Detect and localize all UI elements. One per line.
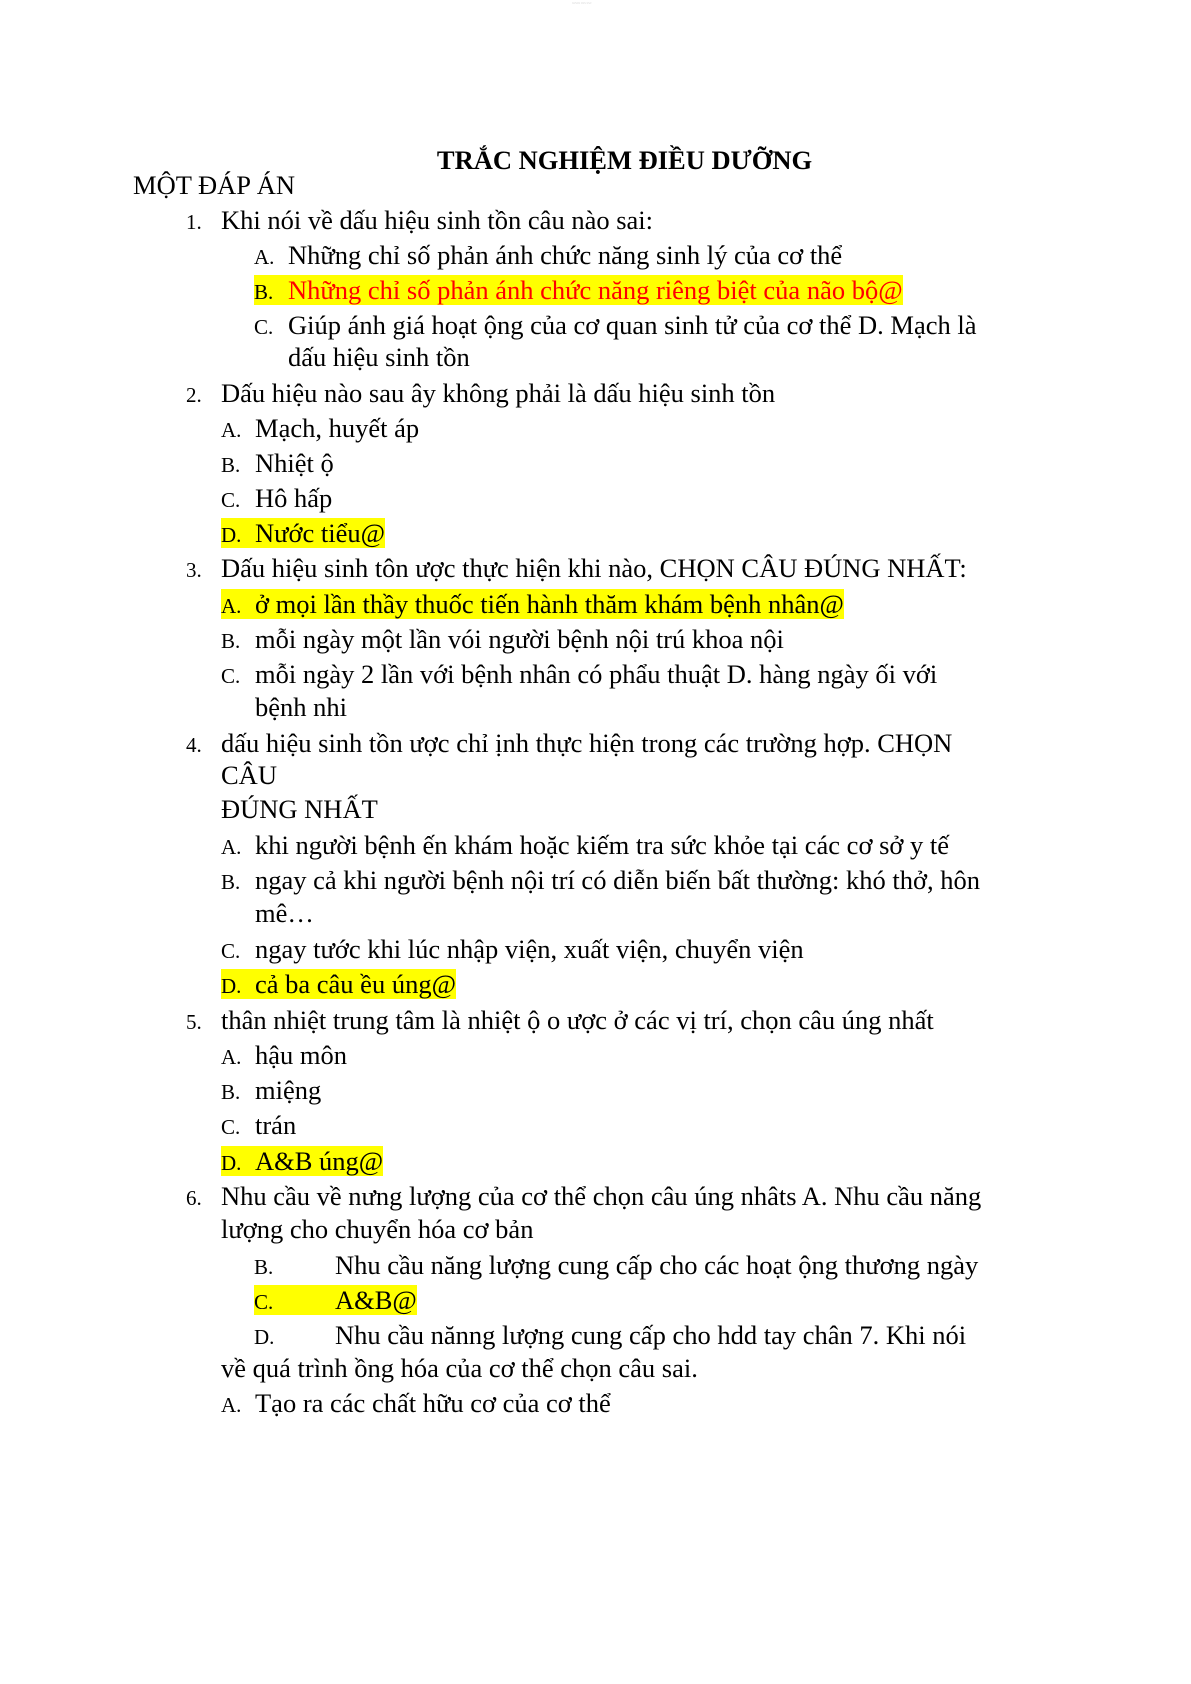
option-letter: C. xyxy=(221,939,241,963)
option-7a xyxy=(221,1386,611,1422)
option-4c xyxy=(221,932,804,968)
option-1a xyxy=(254,238,842,274)
option-5c xyxy=(221,1108,296,1144)
option-letter: C. xyxy=(254,1290,274,1314)
option-letter: D. xyxy=(221,523,242,547)
option-1b-correct xyxy=(254,273,903,309)
option-letter: B. xyxy=(221,453,241,477)
option-text: Những chỉ số phản ánh chức năng riêng biệt của não bộ@ xyxy=(288,275,903,305)
question-number: 4. xyxy=(186,733,202,757)
question-4 xyxy=(186,726,952,762)
option-1c-continuation: dấu hiệu sinh tồn xyxy=(288,342,470,372)
option-2c xyxy=(221,481,332,517)
option-4b xyxy=(221,863,980,899)
option-letter: A. xyxy=(221,1045,242,1069)
question-text: dấu hiệu sinh tồn ược chỉ ịnh thực hiện trong các trường hợp. CHỌN xyxy=(221,728,953,758)
option-text: Hô hấp xyxy=(255,483,333,513)
option-text: Mạch, huyết áp xyxy=(255,413,420,443)
option-text: A&B@ xyxy=(335,1285,417,1315)
question-4-continuation-2: ĐÚNG NHẤT xyxy=(221,794,378,824)
option-text: Tạo ra các chất hữu cơ của cơ thể xyxy=(255,1388,611,1418)
option-letter: C. xyxy=(221,664,241,688)
option-letter: A. xyxy=(254,245,275,269)
option-letter: B. xyxy=(221,870,241,894)
option-letter: D. xyxy=(221,1151,242,1175)
option-text: trán xyxy=(255,1110,297,1140)
option-5b xyxy=(221,1073,321,1109)
question-text: Nhu cầu về nưng lượng của cơ thể chọn câu úng nhâts A. Nhu cầu năng xyxy=(221,1181,982,1211)
option-letter: B. xyxy=(254,280,274,304)
option-letter: A. xyxy=(221,1393,242,1417)
document-title-text: TRẮC NGHIỆM ĐIỀU DƯỠNG xyxy=(436,145,813,175)
option-4a xyxy=(221,828,949,864)
question-3 xyxy=(186,551,967,587)
question-number: 6. xyxy=(186,1186,202,1210)
option-letter: A. xyxy=(221,835,242,859)
option-letter: A. xyxy=(221,594,242,618)
option-letter: C. xyxy=(254,315,274,339)
question-number: 1. xyxy=(186,210,202,234)
option-letter: B. xyxy=(254,1255,274,1279)
option-text: khi người bệnh ến khám hoặc kiếm tra sức khỏe tại các cơ sở y tế xyxy=(255,830,950,860)
option-text: mỗi ngày một lần vói người bệnh nội trú khoa nội xyxy=(255,624,784,654)
question-text: Khi nói về dấu hiệu sinh tồn câu nào sai: xyxy=(221,205,654,235)
option-4b-continuation: mê… xyxy=(255,898,314,928)
option-letter: C. xyxy=(221,1115,241,1139)
option-3a-correct xyxy=(221,587,844,623)
question-6 xyxy=(186,1179,981,1215)
option-letter: A. xyxy=(221,418,242,442)
option-6d xyxy=(254,1318,966,1354)
option-text: mỗi ngày 2 lần với bệnh nhân có phẩu thuật D. hàng ngày ối với xyxy=(255,659,938,689)
option-text: Những chỉ số phản ánh chức năng sinh lý của cơ thể xyxy=(288,240,843,270)
option-6c-correct xyxy=(254,1283,417,1319)
option-text: Nhu cầu năng lượng cung cấp cho các hoạt ộng thương ngày xyxy=(335,1250,979,1280)
option-text: cả ba câu ều úng@ xyxy=(255,969,456,999)
option-text: Giúp ánh giá hoạt ộng của cơ quan sinh tử của cơ thể D. Mạch là xyxy=(288,310,977,340)
option-letter: B. xyxy=(221,629,241,653)
option-text: Nhu cầu nănng lượng cung cấp cho hdd tay chân 7. Khi nói xyxy=(335,1320,967,1350)
option-1c xyxy=(254,308,977,344)
page-header-mark: ~~~~~ ~~~ ~~~ xyxy=(572,1,592,5)
question-4-continuation-1: CÂU xyxy=(221,760,277,790)
question-text: Dấu hiệu nào sau ây không phải là dấu hiệu sinh tồn xyxy=(221,378,776,408)
option-6d-continuation: về quá trình ồng hóa của cơ thể chọn câu sai. xyxy=(221,1353,698,1383)
option-5d-correct xyxy=(221,1144,383,1180)
option-letter: D. xyxy=(221,974,242,998)
option-letter: D. xyxy=(254,1325,275,1349)
option-text: ngay tước khi lúc nhập viện, xuất viện, chuyển viện xyxy=(255,934,804,964)
question-number: 3. xyxy=(186,558,202,582)
question-text: Dấu hiệu sinh tôn ược thực hiện khi nào, CHỌN CÂU ĐÚNG NHẤT: xyxy=(221,553,967,583)
question-text: thân nhiệt trung tâm là nhiệt ộ o ược ở các vị trí, chọn câu úng nhất xyxy=(221,1005,934,1035)
question-number: 2. xyxy=(186,383,202,407)
option-text: miệng xyxy=(255,1075,322,1105)
option-text: Nước tiểu@ xyxy=(255,518,386,548)
option-3c xyxy=(221,657,937,693)
question-1 xyxy=(186,203,653,239)
option-letter: C. xyxy=(221,488,241,512)
option-2a xyxy=(221,411,419,447)
section-heading: MỘT ĐÁP ÁN xyxy=(133,170,295,200)
option-text: hậu môn xyxy=(255,1040,347,1070)
option-text: ngay cả khi người bệnh nội trí có diễn biến bất thường: khó thở, hôn xyxy=(255,865,981,895)
option-6b xyxy=(254,1248,978,1284)
question-6-continuation: lượng cho chuyển hóa cơ bản xyxy=(221,1214,534,1244)
option-text: Nhiệt ộ xyxy=(255,448,334,478)
option-text: A&B úng@ xyxy=(255,1146,384,1176)
option-5a xyxy=(221,1038,347,1074)
option-3b xyxy=(221,622,784,658)
question-2 xyxy=(186,376,775,412)
question-5 xyxy=(186,1003,934,1039)
option-2b xyxy=(221,446,334,482)
option-letter: B. xyxy=(221,1080,241,1104)
question-number: 5. xyxy=(186,1010,202,1034)
option-3c-continuation: bệnh nhi xyxy=(255,692,347,722)
option-2d-correct xyxy=(221,516,385,552)
option-text: ở mọi lần thầy thuốc tiến hành thăm khám bệnh nhân@ xyxy=(255,589,844,619)
option-4d-correct xyxy=(221,967,456,1003)
